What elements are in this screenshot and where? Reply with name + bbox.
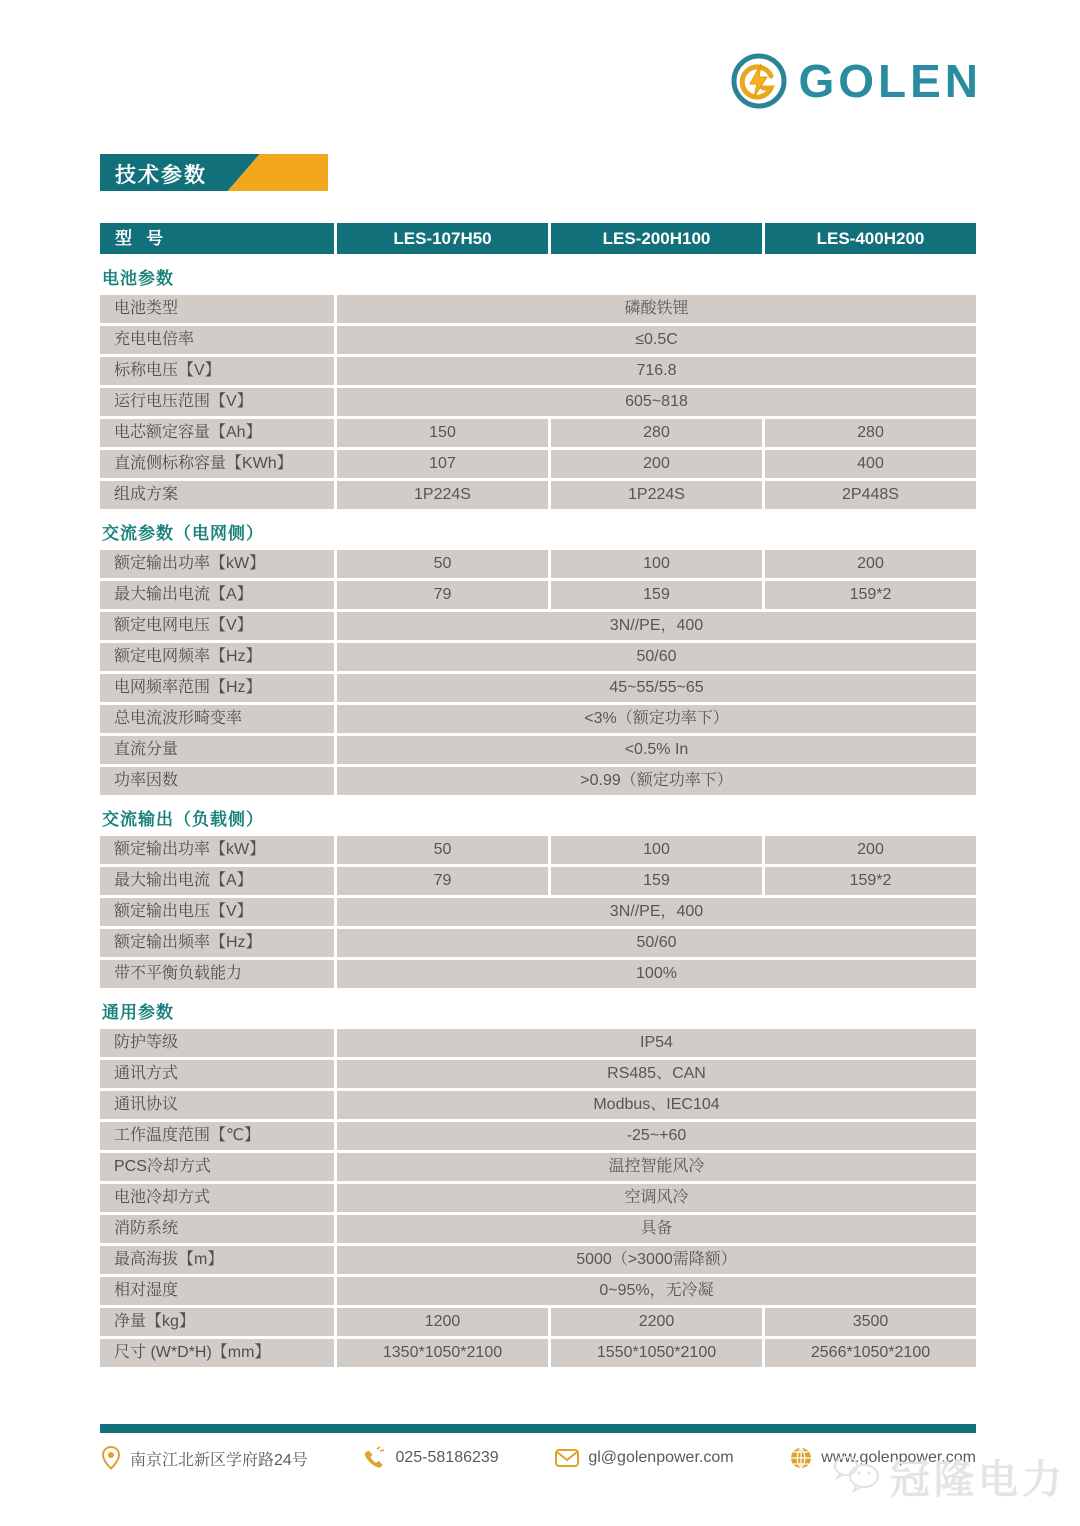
lightning-circle-icon bbox=[730, 52, 788, 110]
table-row bbox=[100, 295, 976, 323]
contact-address bbox=[100, 1445, 308, 1471]
table-row bbox=[100, 836, 976, 864]
row-value: >0.99（额定功率下） bbox=[337, 767, 976, 795]
row-value: 空调风冷 bbox=[337, 1184, 976, 1212]
row-value: ≤0.5C bbox=[337, 326, 976, 354]
model-name: LES-200H100 bbox=[551, 223, 762, 254]
row-label: 通讯协议 bbox=[100, 1091, 334, 1119]
table-row bbox=[100, 1122, 976, 1150]
row-label: 标称电压【V】 bbox=[100, 357, 334, 385]
table-row bbox=[100, 357, 976, 385]
row-value: 2200 bbox=[551, 1308, 762, 1336]
row-label: 额定输出电压【V】 bbox=[100, 898, 334, 926]
row-label: 工作温度范围【℃】 bbox=[100, 1122, 334, 1150]
row-value: 159 bbox=[551, 867, 762, 895]
row-value: 150 bbox=[337, 419, 548, 447]
table-row bbox=[100, 1277, 976, 1305]
row-label: 电网频率范围【Hz】 bbox=[100, 674, 334, 702]
section-banner bbox=[100, 154, 328, 191]
row-label: 电池冷却方式 bbox=[100, 1184, 334, 1212]
row-value: 716.8 bbox=[337, 357, 976, 385]
spec-table-body bbox=[100, 257, 976, 1367]
table-row bbox=[100, 736, 976, 764]
row-label: 额定电网电压【V】 bbox=[100, 612, 334, 640]
watermark-text: 冠隆电力 bbox=[890, 1458, 1066, 1502]
row-value: 50/60 bbox=[337, 643, 976, 671]
row-value: 0~95%，无冷凝 bbox=[337, 1277, 976, 1305]
row-value: 温控智能风冷 bbox=[337, 1153, 976, 1181]
row-label: 带不平衡负载能力 bbox=[100, 960, 334, 988]
row-value: 45~55/55~65 bbox=[337, 674, 976, 702]
table-row bbox=[100, 550, 976, 578]
row-value: 磷酸铁锂 bbox=[337, 295, 976, 323]
row-label: 最大输出电流【A】 bbox=[100, 581, 334, 609]
banner-title: 技术参数 bbox=[115, 164, 207, 187]
table-row bbox=[100, 388, 976, 416]
model-name: LES-107H50 bbox=[337, 223, 548, 254]
phone-text: 025-58186239 bbox=[395, 1449, 499, 1466]
row-value: 100 bbox=[551, 836, 762, 864]
table-section-title: 通用参数 bbox=[102, 1003, 174, 1022]
table-section-title: 交流输出（负载侧） bbox=[102, 810, 264, 829]
row-value: 400 bbox=[765, 450, 976, 478]
row-value: 79 bbox=[337, 867, 548, 895]
row-value: 1P224S bbox=[551, 481, 762, 509]
row-value: 605~818 bbox=[337, 388, 976, 416]
email-text: gl@golenpower.com bbox=[588, 1449, 734, 1466]
row-value: 1350*1050*2100 bbox=[337, 1339, 548, 1367]
brand-wordmark: GOLEN bbox=[798, 55, 982, 107]
row-value: 3500 bbox=[765, 1308, 976, 1336]
table-row bbox=[100, 326, 976, 354]
row-value: IP54 bbox=[337, 1029, 976, 1057]
table-row bbox=[100, 929, 976, 957]
table-row bbox=[100, 705, 976, 733]
model-name: LES-400H200 bbox=[765, 223, 976, 254]
row-value: 1200 bbox=[337, 1308, 548, 1336]
table-row bbox=[100, 643, 976, 671]
row-label: 功率因数 bbox=[100, 767, 334, 795]
contact-phone bbox=[363, 1446, 498, 1470]
table-row bbox=[100, 1029, 976, 1057]
address-text: 南京江北新区学府路24号 bbox=[130, 1451, 308, 1469]
row-label: 组成方案 bbox=[100, 481, 334, 509]
row-value: 100 bbox=[551, 550, 762, 578]
globe-icon bbox=[789, 1446, 813, 1470]
row-label: 充电电倍率 bbox=[100, 326, 334, 354]
row-value: 2566*1050*2100 bbox=[765, 1339, 976, 1367]
row-value: <0.5% In bbox=[337, 736, 976, 764]
brand-logo bbox=[730, 52, 982, 110]
row-label: 尺寸 (W*D*H)【mm】 bbox=[100, 1339, 334, 1367]
row-value: 3N//PE，400 bbox=[337, 612, 976, 640]
row-label: 额定输出频率【Hz】 bbox=[100, 929, 334, 957]
row-value: 79 bbox=[337, 581, 548, 609]
table-row bbox=[100, 898, 976, 926]
table-section-title: 交流参数（电网侧） bbox=[102, 524, 264, 543]
row-label: 额定输出功率【kW】 bbox=[100, 550, 334, 578]
row-value: <3%（额定功率下） bbox=[337, 705, 976, 733]
row-value: -25~+60 bbox=[337, 1122, 976, 1150]
spec-table bbox=[100, 223, 976, 1370]
row-label: 电芯额定容量【Ah】 bbox=[100, 419, 334, 447]
table-row bbox=[100, 767, 976, 795]
row-label: 直流分量 bbox=[100, 736, 334, 764]
website-text: www.golenpower.com bbox=[821, 1449, 976, 1466]
footer-divider-bar bbox=[100, 1424, 976, 1433]
row-label: 相对湿度 bbox=[100, 1277, 334, 1305]
row-value: 2P448S bbox=[765, 481, 976, 509]
model-column-label: 型 号 bbox=[100, 223, 334, 254]
row-label: 通讯方式 bbox=[100, 1060, 334, 1088]
table-row bbox=[100, 1153, 976, 1181]
row-label: 电池类型 bbox=[100, 295, 334, 323]
table-row bbox=[100, 612, 976, 640]
row-label: 最高海拔【m】 bbox=[100, 1246, 334, 1274]
contact-email bbox=[554, 1448, 733, 1468]
wechat-bubbles-icon bbox=[832, 1452, 884, 1501]
row-label: 额定电网频率【Hz】 bbox=[100, 643, 334, 671]
table-section-title: 电池参数 bbox=[102, 269, 174, 288]
row-value: 具备 bbox=[337, 1215, 976, 1243]
row-label: 最大输出电流【A】 bbox=[100, 867, 334, 895]
row-label: 运行电压范围【V】 bbox=[100, 388, 334, 416]
row-value: 280 bbox=[765, 419, 976, 447]
phone-icon bbox=[363, 1446, 387, 1470]
row-value: 159*2 bbox=[765, 581, 976, 609]
table-row bbox=[100, 581, 976, 609]
table-row bbox=[100, 1339, 976, 1367]
envelope-icon bbox=[554, 1448, 580, 1468]
table-row bbox=[100, 450, 976, 478]
table-row bbox=[100, 1215, 976, 1243]
watermark bbox=[832, 1448, 1066, 1505]
row-value: 5000（>3000需降额） bbox=[337, 1246, 976, 1274]
row-label: 直流侧标称容量【KWh】 bbox=[100, 450, 334, 478]
row-value: 159 bbox=[551, 581, 762, 609]
row-label: 额定输出功率【kW】 bbox=[100, 836, 334, 864]
row-value: 200 bbox=[765, 836, 976, 864]
row-value: 100% bbox=[337, 960, 976, 988]
row-value: 107 bbox=[337, 450, 548, 478]
row-value: 50/60 bbox=[337, 929, 976, 957]
table-row bbox=[100, 674, 976, 702]
row-label: 消防系统 bbox=[100, 1215, 334, 1243]
row-value: 1550*1050*2100 bbox=[551, 1339, 762, 1367]
table-row bbox=[100, 481, 976, 509]
row-label: 净量【kg】 bbox=[100, 1308, 334, 1336]
row-label: PCS冷却方式 bbox=[100, 1153, 334, 1181]
table-row bbox=[100, 1091, 976, 1119]
table-row bbox=[100, 1308, 976, 1336]
row-value: 280 bbox=[551, 419, 762, 447]
row-value: RS485、CAN bbox=[337, 1060, 976, 1088]
table-row bbox=[100, 867, 976, 895]
location-pin-icon bbox=[100, 1445, 122, 1471]
table-row bbox=[100, 1184, 976, 1212]
row-label: 总电流波形畸变率 bbox=[100, 705, 334, 733]
row-value: 200 bbox=[765, 550, 976, 578]
row-value: 50 bbox=[337, 550, 548, 578]
table-row bbox=[100, 419, 976, 447]
row-value: 1P224S bbox=[337, 481, 548, 509]
table-row bbox=[100, 960, 976, 988]
table-header-row bbox=[100, 223, 976, 254]
row-value: 200 bbox=[551, 450, 762, 478]
row-value: Modbus、IEC104 bbox=[337, 1091, 976, 1119]
table-row bbox=[100, 1246, 976, 1274]
row-value: 159*2 bbox=[765, 867, 976, 895]
row-value: 50 bbox=[337, 836, 548, 864]
row-value: 3N//PE，400 bbox=[337, 898, 976, 926]
table-row bbox=[100, 1060, 976, 1088]
row-label: 防护等级 bbox=[100, 1029, 334, 1057]
